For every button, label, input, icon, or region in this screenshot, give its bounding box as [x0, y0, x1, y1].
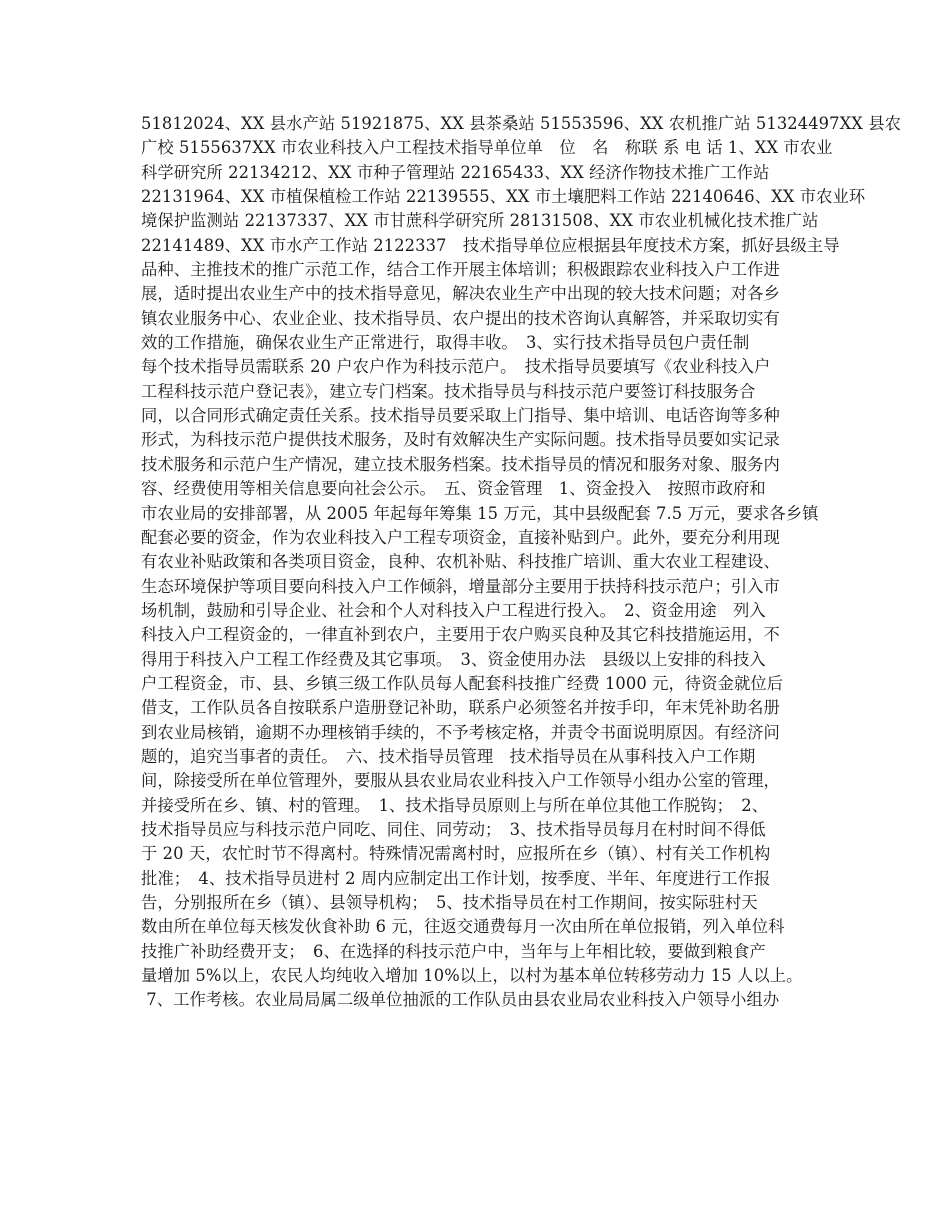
text-line: 得用于科技入户工程工作经费及其它事项。 3、资金使用办法 县级以上安排的科技入	[141, 649, 766, 669]
text-line: 22141489、XX 市水产工作站 2122337 技术指导单位应根据县年度技术方案，抓好县级主导	[141, 235, 840, 255]
text-line: 技术服务和示范户生产情况，建立技术服务档案。技术指导员的情况和服务对象、服务内	[141, 454, 780, 474]
text-line: 生态环境保护等项目要向科技入户工作倾斜，增量部分主要用于扶持科技示范户；引入市	[141, 576, 780, 596]
document-body-text	[141, 112, 901, 1013]
text-line: 市农业局的安排部署，从 2005 年起每年筹集 15 万元，其中县级配套 7.5 万元，要求各乡镇	[141, 503, 819, 523]
text-line: 效的工作措施，确保农业生产正常进行，取得丰收。 3、实行技术指导员包户责任制	[141, 333, 750, 353]
text-line: 每个技术指导员需联系 20 户农户作为科技示范户。 技术指导员要填写《农业科技入户	[141, 357, 771, 377]
text-line: 容、经费使用等相关信息要向社会公示。 五、资金管理 1、资金投入 按照市政府和	[141, 479, 766, 499]
text-line: 数由所在单位每天核发伙食补助 6 元，往返交通费每月一次由所在单位报销，列入单位科	[141, 917, 785, 937]
text-line: 批准； 4、技术指导员进村 2 周内应制定出工作计划，按季度、半年、年度进行工作报	[141, 868, 771, 888]
text-line: 题的，追究当事者的责任。 六、技术指导员管理 技术指导员在从事科技入户工作期	[141, 746, 756, 766]
text-line: 场机制，鼓励和引导企业、社会和个人对科技入户工程进行投入。 2、资金用途 列入	[141, 600, 766, 620]
text-line: 展，适时提出农业生产中的技术指导意见，解决农业生产中出现的较大技术问题；对各乡	[141, 284, 780, 304]
text-line: 科学研究所 22134212、XX 市种子管理站 22165433、XX 经济作物技术推广工作站	[141, 162, 770, 182]
text-line: 形式，为科技示范户提供技术服务，及时有效解决生产实际问题。技术指导员要如实记录	[141, 430, 780, 450]
text-line: 22131964、XX 市植保植检工作站 22139555、XX 市土壤肥料工作站 22140646、XX 市农业环	[141, 187, 866, 207]
text-line: 技推广补助经费开支； 6、在选择的科技示范户中，当年与上年相比较，要做到粮食产	[141, 941, 766, 961]
text-line: 镇农业服务中心、农业企业、技术指导员、农户提出的技术咨询认真解答，并采取切实有	[141, 308, 780, 328]
text-line: 境保护监测站 22137337、XX 市甘蔗科学研究所 28131508、XX 市农业机械化技术推广站	[141, 211, 819, 231]
text-line: 于 20 天，农忙时节不得离村。特殊情况需离村时，应报所在乡（镇）、村有关工作机构	[141, 844, 771, 864]
text-line: 告，分别报所在乡（镇）、县领导机构； 5、技术指导员在村工作期间，按实际驻村天	[141, 893, 758, 912]
text-line: 科技入户工程资金的，一律直补到农户，主要用于农户购买良种及其它科技措施运用，不	[141, 625, 780, 645]
text-line: 品种、主推技术的推广示范工作，结合工作开展主体培训；积极跟踪农业科技入户工作进	[141, 260, 780, 280]
text-line: 配套必要的资金，作为农业科技入户工程专项资金，直接补贴到户。此外，要充分利用现	[141, 527, 780, 547]
text-line: 量增加 5%以上，农民人均纯收入增加 10%以上，以村为基本单位转移劳动力 15 人以上。	[141, 966, 803, 986]
text-line: 间，除接受所在单位管理外，要服从县农业局农业科技入户工作领导小组办公室的管理，	[141, 771, 780, 791]
text-line: 广校 5155637XX 市农业科技入户工程技术指导单位单 位 名 称联 系 电 话 1、XX 市农业	[141, 138, 833, 158]
text-line: 同，以合同形式确定责任关系。技术指导员要采取上门指导、集中培训、电话咨询等多种	[141, 406, 780, 426]
text-line: 7、工作考核。农业局局属二级单位抽派的工作队员由县农业局农业科技入户领导小组办	[141, 990, 780, 1010]
text-line: 并接受所在乡、镇、村的管理。 1、技术指导员原则上与所在单位其他工作脱钩； 2、	[141, 795, 769, 815]
text-line: 户工程资金，市、县、乡镇三级工作队员每人配套科技推广经费 1000 元，待资金就位后	[141, 673, 784, 693]
text-line: 有农业补贴政策和各类项目资金，良种、农机补贴、科技推广培训、重大农业工程建设、	[141, 552, 780, 572]
text-line: 51812024、XX 县水产站 51921875、XX 县茶桑站 51553596、XX 农机推广站 51324497XX 县农	[141, 114, 901, 133]
text-line: 到农业局核销，逾期不办理核销手续的，不予考核定格，并责令书面说明原因。有经济问	[141, 722, 780, 742]
text-line: 工程科技示范户登记表》，建立专门档案。技术指导员与科技示范户要签订科技服务合	[141, 381, 756, 401]
text-line: 借支，工作队员各自按联系户造册登记补助，联系户必须签名并按手印，年末凭补助名册	[141, 698, 780, 718]
text-line: 技术指导员应与科技示范户同吃、同住、同劳动； 3、技术指导员每月在村时间不得低	[141, 819, 766, 839]
